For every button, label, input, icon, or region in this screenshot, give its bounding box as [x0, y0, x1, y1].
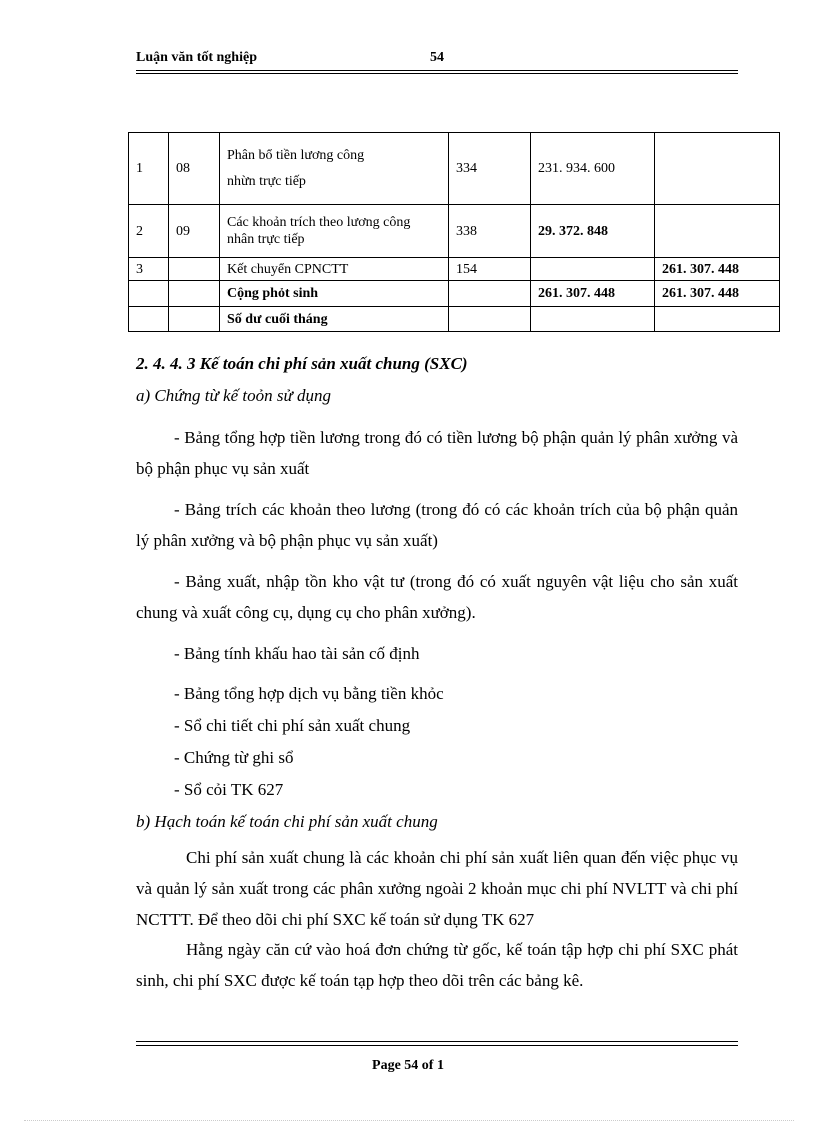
- table-cell: [129, 307, 169, 332]
- paragraph: - Bảng trích các khoản theo lương (trong đó có các khoản trích của bộ phận quản lý phân xưởng và bộ phận phục vụ sản xuất): [136, 500, 738, 550]
- table-cell: [169, 258, 220, 281]
- table-cell: 231. 934. 600: [531, 133, 655, 205]
- table-cell: 08: [169, 133, 220, 205]
- table-cell: 261. 307. 448: [655, 281, 780, 307]
- table-row: [129, 281, 780, 307]
- section-heading: 2. 4. 4. 3 Kế toán chi phí sản xuất chung (SXC): [136, 354, 468, 373]
- table-cell: [220, 205, 449, 258]
- table-cell: [449, 307, 531, 332]
- footer-rule-top: [136, 1041, 738, 1042]
- table-cell: 338: [449, 205, 531, 258]
- table-cell: 154: [449, 258, 531, 281]
- table-cell: [220, 133, 449, 205]
- footer-page-label: Page 54 of 1: [372, 1058, 444, 1073]
- table-cell: Kết chuyển CPNCTT: [220, 258, 449, 281]
- table-cell: [655, 205, 780, 258]
- table-cell: 3: [129, 258, 169, 281]
- table-row: [129, 258, 780, 281]
- table-cell-line: Các khoản trích theo lương công: [227, 215, 411, 230]
- table-cell: [449, 281, 531, 307]
- table-cell: [655, 133, 780, 205]
- paragraph: Hằng ngày căn cứ vào hoá đơn chứng từ gốc, kế toán tập hợp chi phí SXC phát sinh, chi phí SXC được kế toán tạp hợp theo dõi trên các bảng kê.: [136, 940, 738, 990]
- bullet-item: - Sổ chi tiết chi phí sản xuất chung: [174, 716, 411, 735]
- table-cell: 261. 307. 448: [531, 281, 655, 307]
- table-row: [129, 205, 780, 258]
- table-cell: [531, 258, 655, 281]
- table-cell-line: Phân bổ tiền lương công: [227, 148, 365, 163]
- table-cell: 2: [129, 205, 169, 258]
- table-cell-line: nhừn trực tiếp: [227, 174, 306, 189]
- table-cell: 29. 372. 848: [531, 205, 655, 258]
- table-cell: [129, 281, 169, 307]
- bullet-item: - Bảng tổng hợp dịch vụ bằng tiền khỏc: [174, 684, 444, 703]
- paragraph: - Bảng xuất, nhập tồn kho vật tư (trong đó có xuất nguyên vật liệu cho sản xuất chung và xuất công cụ, dụng cụ cho phân xưởng).: [136, 572, 738, 622]
- bullet-item: - Bảng tính khấu hao tài sản cố định: [174, 644, 420, 663]
- table-cell: [655, 307, 780, 332]
- table-row: [129, 133, 780, 205]
- table-cell: Cộng phỏt sinh: [220, 281, 449, 307]
- table-cell: [531, 307, 655, 332]
- subsection-a-heading: a) Chứng từ kế toỏn sử dụng: [136, 386, 331, 405]
- subsection-b-heading: b) Hạch toán kế toán chi phí sản xuất chung: [136, 812, 438, 831]
- table-cell: Số dư cuối tháng: [220, 307, 449, 332]
- bottom-divider: [24, 1120, 794, 1121]
- table-cell: 261. 307. 448: [655, 258, 780, 281]
- table-row: [129, 307, 780, 332]
- table-cell: 1: [129, 133, 169, 205]
- table-cell: 334: [449, 133, 531, 205]
- header-rule-bottom: [136, 73, 738, 74]
- table-cell: [169, 281, 220, 307]
- header-page-number: 54: [430, 50, 444, 65]
- header-rule-top: [136, 70, 738, 71]
- bullet-item: - Sổ cỏi TK 627: [174, 780, 284, 799]
- footer-rule-bottom: [136, 1045, 738, 1046]
- paragraph: - Bảng tổng hợp tiền lương trong đó có tiền lương bộ phận quản lý phân xưởng và bộ phận phục vụ sản xuất: [136, 428, 738, 478]
- ledger-table: [128, 132, 780, 332]
- table-cell: 09: [169, 205, 220, 258]
- table-cell: [169, 307, 220, 332]
- table-cell-line: nhân trực tiếp: [227, 232, 305, 247]
- paragraph: Chi phí sản xuất chung là các khoản chi phí sản xuất liên quan đến việc phục vụ và quản lý sản xuất trong các phân xưởng ngoài 2 khoản mục chi phí NVLTT và chi phí NCTTT. Để theo dõi chi phí SXC kế toán sử dụng TK 627: [136, 848, 738, 929]
- header-title: Luận văn tốt nghiệp: [136, 50, 257, 65]
- bullet-item: - Chứng từ ghi sổ: [174, 748, 294, 767]
